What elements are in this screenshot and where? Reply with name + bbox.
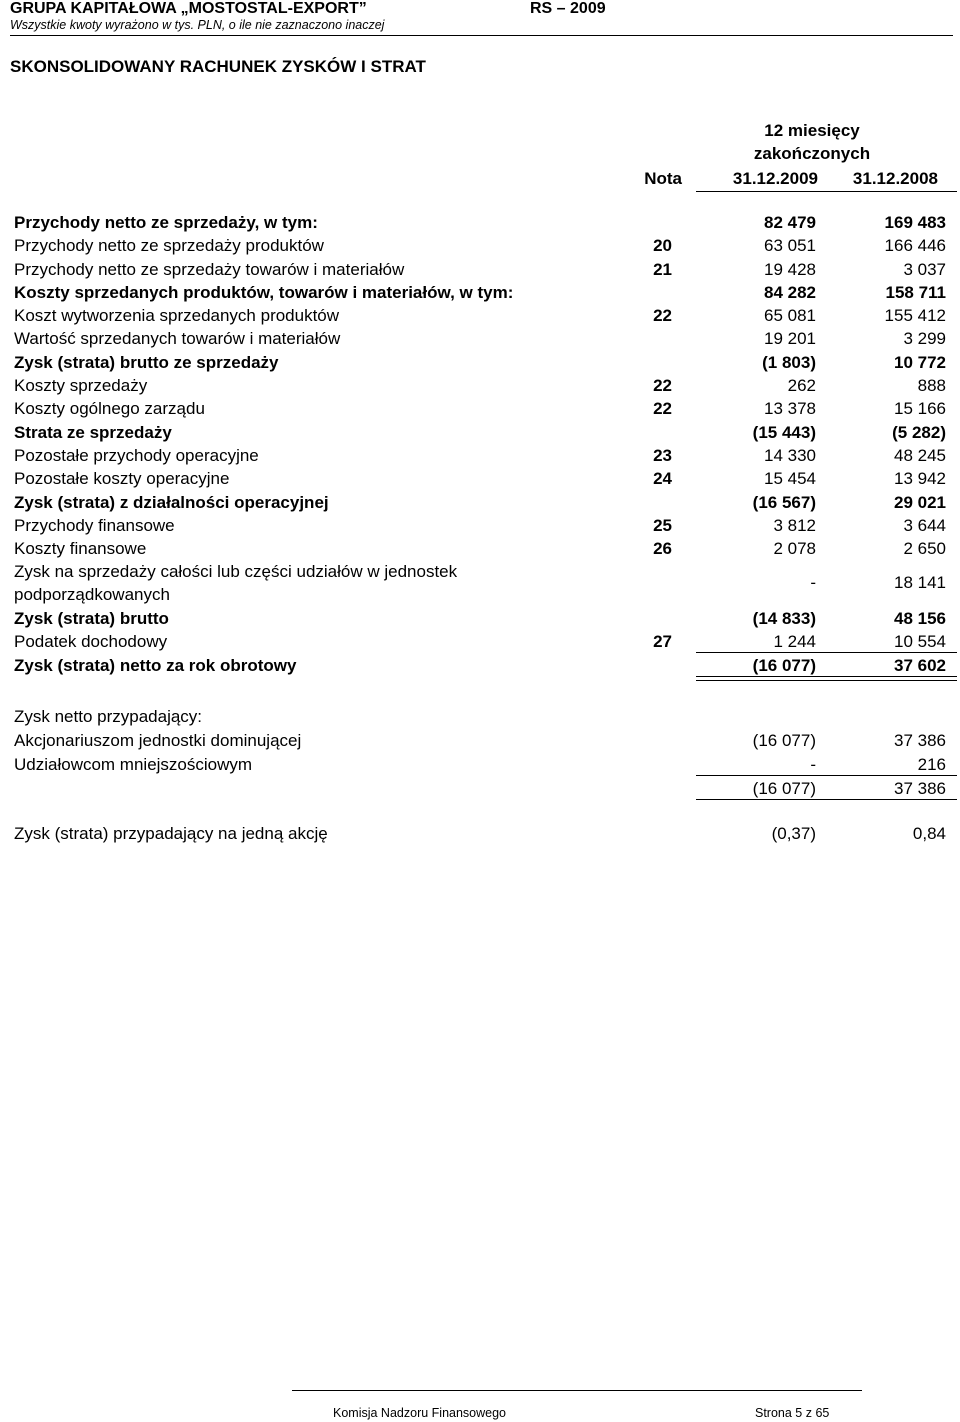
row-label: Koszt wytworzenia sprzedanych produktów [14,306,340,326]
table-row [0,444,960,467]
value-2008: 3 037 [903,259,946,279]
value-2009: - [810,754,816,774]
value-2009: 13 378 [764,399,816,419]
value-2009: 82 479 [764,213,816,232]
value-2009: (1 803) [762,352,816,372]
eps-row [0,822,960,845]
row-nota: 24 [653,469,672,489]
table-row [0,397,960,420]
row-label: Pozostałe koszty operacyjne [14,469,230,489]
row-label: Podatek dochodowy [14,632,168,652]
row-label: Przychody netto ze sprzedaży towarów i materiałów [14,259,405,279]
table-row [0,607,960,630]
table-row [0,514,960,537]
row-nota: 22 [653,399,672,419]
column-header-underline [696,191,957,192]
eps-label: Zysk (strata) przypadający na jedną akcję [14,824,328,843]
subtotal-rule [696,775,957,776]
table-row [0,374,960,397]
earnings-per-share [0,822,960,845]
row-nota: 25 [653,515,672,535]
value-2009: 262 [787,376,816,396]
row-label: Przychody finansowe [14,515,175,535]
value-2008: (5 282) [892,422,946,442]
value-2008: 37 386 [894,778,946,798]
value-2008: 10 554 [894,632,946,652]
value-2008: 10 772 [894,352,946,372]
row-label: Zysk (strata) z działalności operacyjnej [14,492,329,512]
table-row [0,537,960,560]
table-row [0,467,960,490]
value-2008: 29 021 [894,492,946,512]
row-label: Przychody netto ze sprzedaży, w tym: [14,213,318,232]
table-row [0,491,960,514]
value-2008: 216 [917,754,946,774]
value-2009: 19 201 [764,329,816,349]
value-2008: 15 166 [894,399,946,419]
row-label: Wartość sprzedanych towarów i materiałów [14,329,341,349]
value-2008: 18 141 [894,573,946,593]
value-2008: 13 942 [894,469,946,489]
table-row [0,753,960,776]
value-2008: 888 [917,376,946,396]
eps-2009: (0,37) [771,824,816,843]
value-2008: 3 299 [903,329,946,349]
attribution-total-row [0,777,960,800]
value-2009: (16 077) [752,731,816,751]
table-row [0,654,960,677]
value-2008: 155 412 [884,306,946,326]
value-2009: 19 428 [764,259,816,279]
row-label: Koszty ogólnego zarządu [14,399,205,419]
value-2009: 15 454 [764,469,816,489]
value-2009: (16 077) [752,655,816,675]
row-nota: 27 [653,632,672,652]
value-2008: 48 156 [894,609,946,629]
row-nota: 21 [653,259,672,279]
value-2009: 14 330 [764,445,816,465]
value-2009: 1 244 [773,632,816,652]
value-2008: 169 483 [884,213,946,232]
table-row [0,729,960,752]
row-label: Zysk (strata) brutto [14,609,169,629]
report-code: RS – 2009 [530,0,606,17]
header-divider [10,35,953,36]
row-label: Koszty finansowe [14,539,147,559]
table-row [0,281,960,304]
value-2009: (16 567) [752,492,816,512]
total-double-rule [696,676,957,681]
value-2009: 63 051 [764,236,816,256]
value-2009: 65 081 [764,306,816,326]
row-label: Zysk (strata) brutto ze sprzedaży [14,352,279,372]
row-label: Strata ze sprzedaży [14,422,172,442]
table-row [0,421,960,444]
value-2009: (16 077) [752,778,816,798]
total-rule [696,799,957,800]
row-nota: 20 [653,236,672,256]
table-row [0,304,960,327]
value-2009: 2 078 [773,539,816,559]
income-statement-table [0,211,960,677]
table-row [0,327,960,350]
attribution-heading: Zysk netto przypadający: [14,707,203,726]
period-heading-line1: 12 miesięcy [764,121,860,140]
table-row [0,211,960,234]
attribution-heading-row [0,705,960,728]
footer-regulator: Komisja Nadzoru Finansowego [333,1406,507,1420]
value-2009: 3 812 [773,515,816,535]
table-row [0,560,960,607]
footer-divider [292,1390,862,1391]
value-2008: 2 650 [903,539,946,559]
nota-column-header: Nota [644,169,682,188]
value-2008: 37 602 [894,655,946,675]
statement-title: SKONSOLIDOWANY RACHUNEK ZYSKÓW I STRAT [10,57,426,76]
table-row [0,351,960,374]
currency-note: Wszystkie kwoty wyrażono w tys. PLN, o ile nie zaznaczono inaczej [10,18,385,32]
value-2008: 37 386 [894,731,946,751]
date-column-header-2009: 31.12.2009 [732,169,818,188]
value-2008: 166 446 [884,236,946,256]
row-nota: 26 [653,539,672,559]
net-profit-attribution [0,705,960,800]
row-nota: 22 [653,306,672,326]
value-2009: (14 833) [752,609,816,629]
row-nota: 22 [653,376,672,396]
period-heading-line2: zakończonych [753,144,871,163]
row-nota: 23 [653,445,672,465]
row-label: Przychody netto ze sprzedaży produktów [14,236,324,256]
row-label: Zysk (strata) netto za rok obrotowy [14,655,297,675]
row-label: Zysk na sprzedaży całości lub części udziałów w jednostek podporządkowanych [14,562,458,605]
row-label: Udziałowcom mniejszościowym [14,754,253,774]
row-label: Pozostałe przychody operacyjne [14,445,259,465]
row-label: Koszty sprzedaży [14,376,148,396]
table-row [0,234,960,257]
company-name: GRUPA KAPITAŁOWA „MOSTOSTAL-EXPORT” [10,0,367,17]
subtotal-rule [696,652,957,653]
eps-2008: 0,84 [912,824,946,843]
row-label: Koszty sprzedanych produktów, towarów i materiałów, w tym: [14,282,514,302]
table-row [0,258,960,281]
value-2009: (15 443) [752,422,816,442]
date-column-header-2008: 31.12.2008 [852,169,938,188]
value-2008: 48 245 [894,445,946,465]
table-row [0,630,960,653]
value-2008: 3 644 [903,515,946,535]
value-2009: - [810,573,816,593]
page-number: Strona 5 z 65 [755,1406,830,1420]
value-2009: 84 282 [764,282,816,302]
row-label: Akcjonariuszom jednostki dominującej [14,731,302,751]
value-2008: 158 711 [885,282,946,302]
